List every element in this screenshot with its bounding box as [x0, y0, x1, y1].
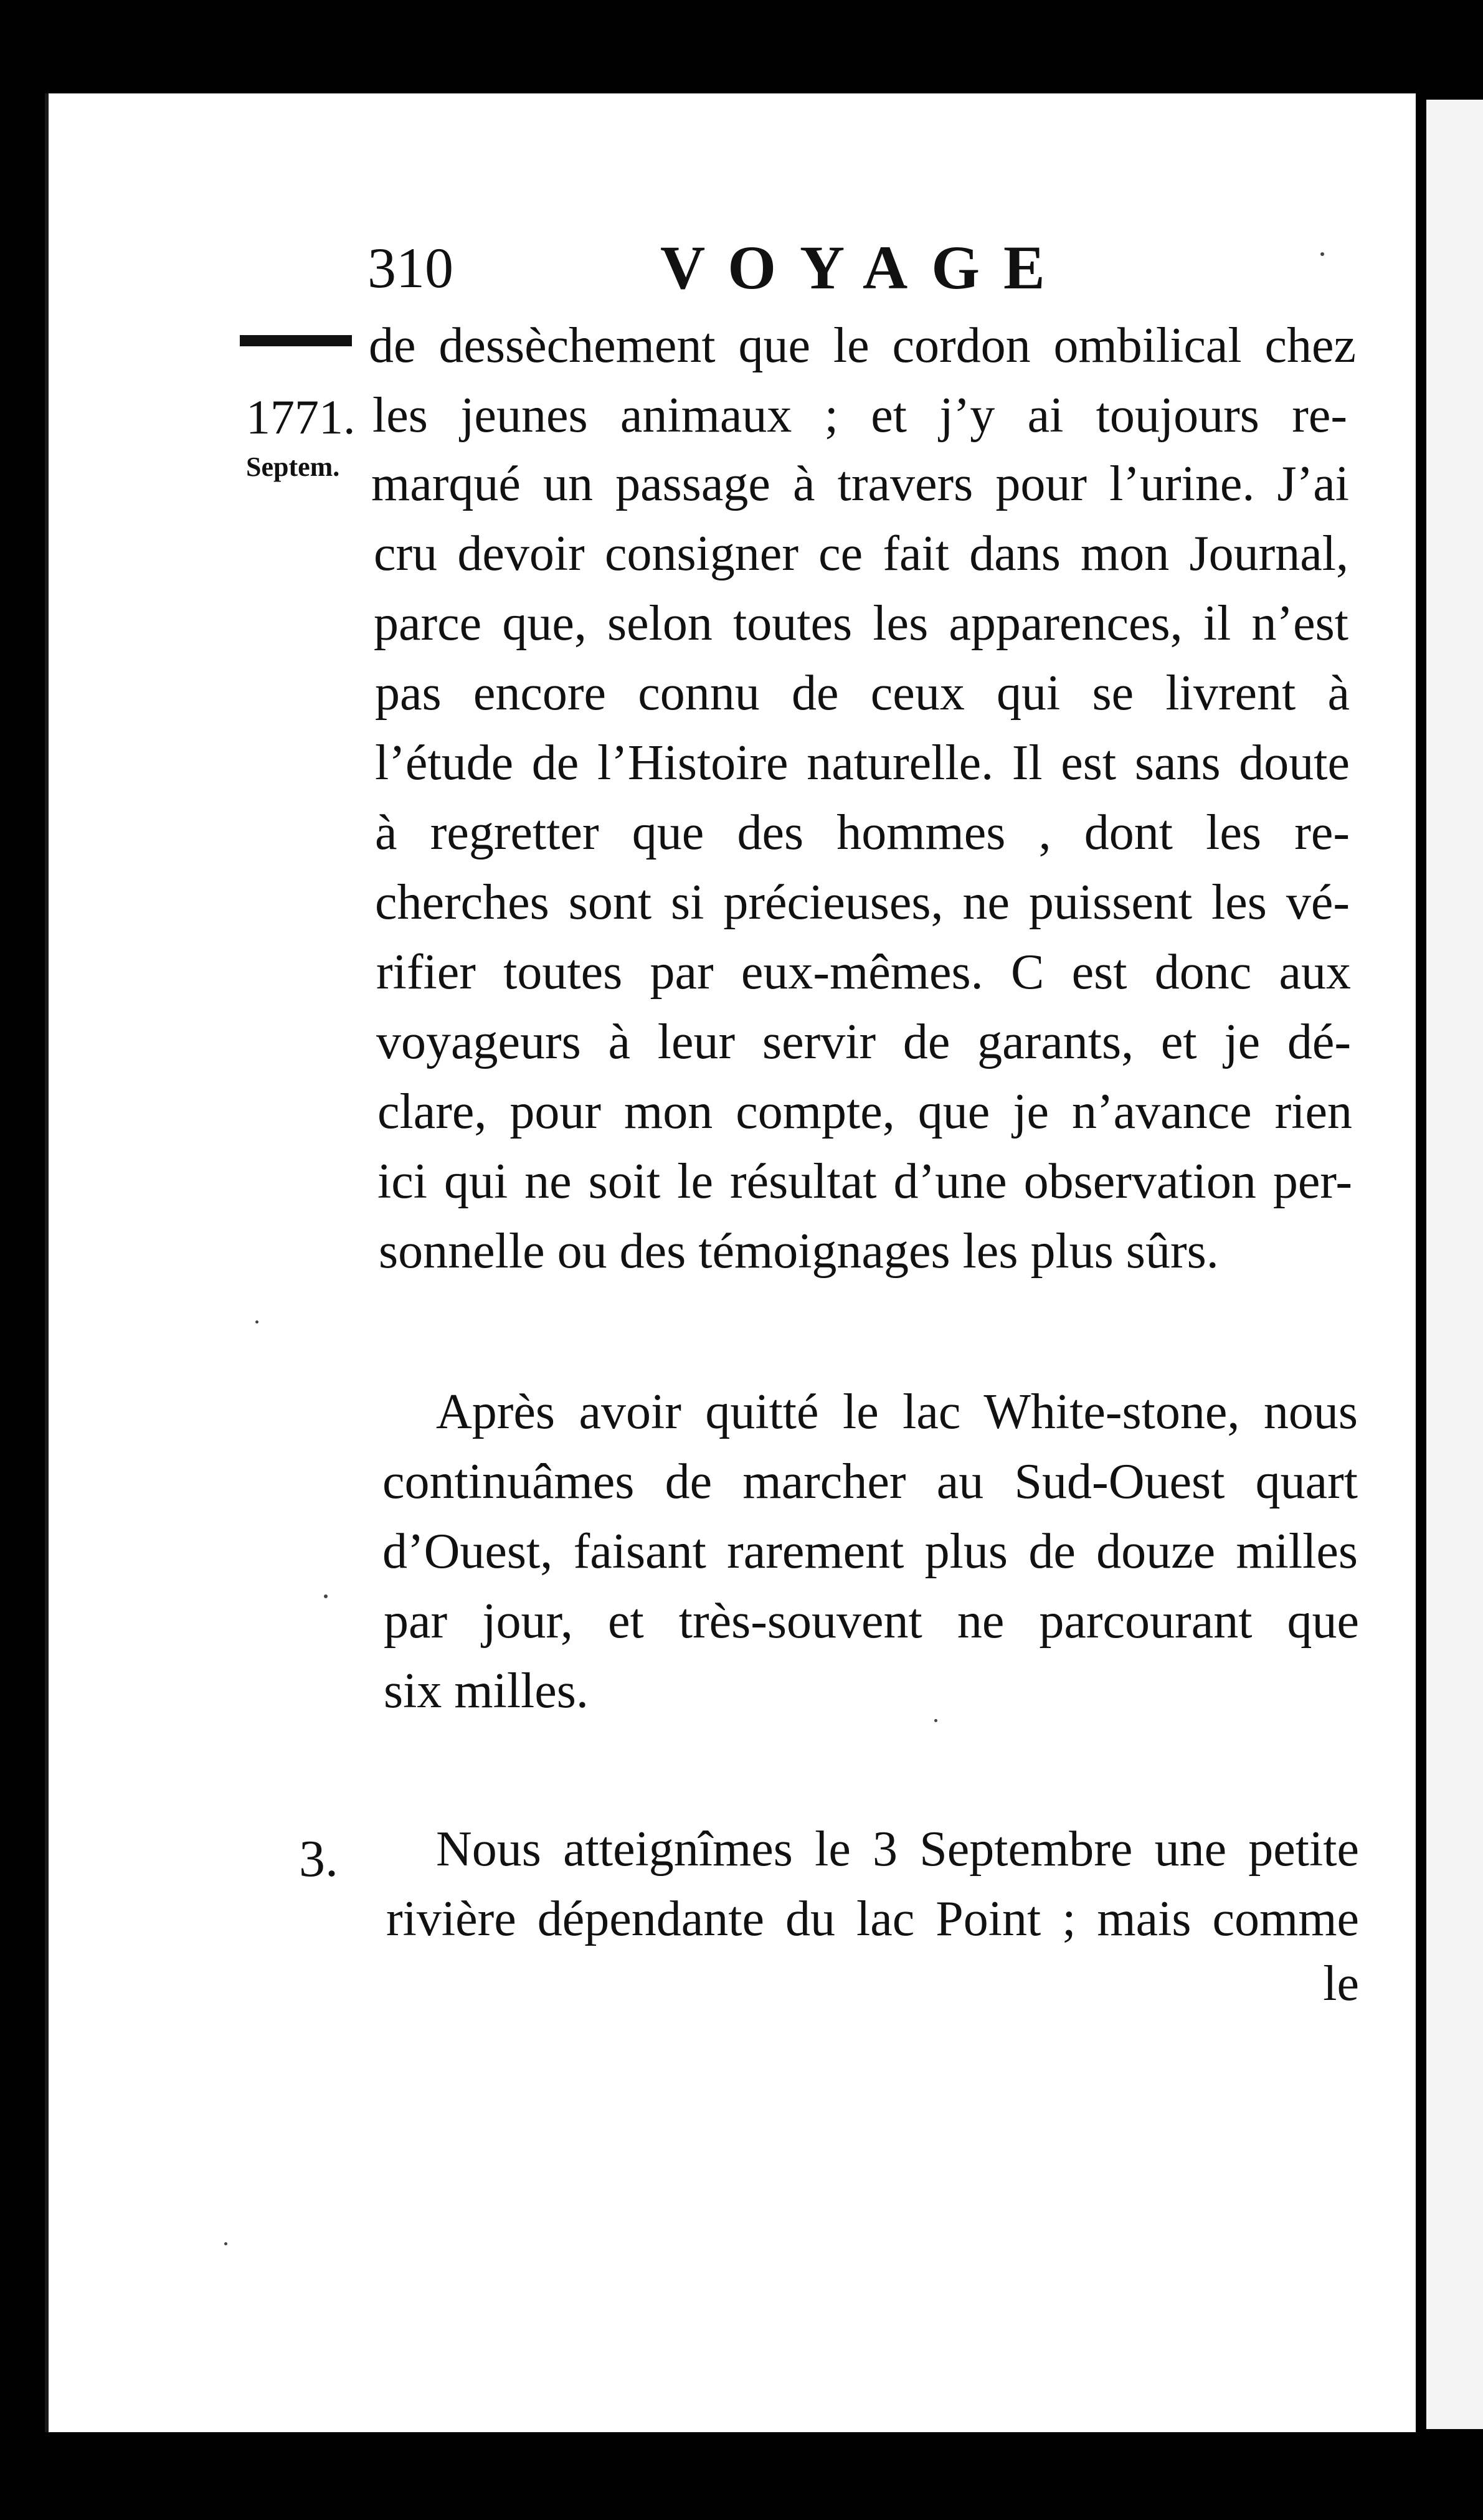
text-line: pas encore connu de ceux qui se livrent à [375, 666, 1350, 721]
running-title: VOYAGE [660, 233, 1069, 302]
text-line: six milles. [384, 1664, 589, 1718]
catchword: le [1323, 1956, 1359, 2011]
ink-speck [934, 1719, 937, 1722]
text-line: cru devoir consigner ce fait dans mon Journal, [374, 526, 1348, 581]
ink-speck [224, 2242, 227, 2245]
text-line: de dessèchement que le cordon ombilical chez [369, 318, 1356, 373]
adjacent-page-edge [1426, 100, 1483, 2429]
text-line: Nous atteignîmes le 3 Septembre une petite [436, 1822, 1359, 1877]
text-line: l’étude de l’Histoire naturelle. Il est sans doute [375, 736, 1350, 790]
text-line: continuâmes de marcher au Sud-Ouest quart [382, 1454, 1358, 1509]
text-line: voyageurs à leur servir de garants, et je dé- [376, 1015, 1351, 1069]
text-line: sonnelle ou des témoignages les plus sûrs. [379, 1224, 1219, 1279]
text-line: rifier toutes par eux-mêmes. C est donc aux [376, 945, 1351, 1000]
page-number: 310 [367, 236, 453, 300]
margin-rule [240, 335, 352, 346]
page-header [367, 234, 1071, 302]
ink-speck [324, 1594, 328, 1598]
text-line: marqué un passage à travers pour l’urine. J’ai [371, 457, 1349, 511]
text-line: d’Ouest, faisant rarement plus de douze milles [382, 1524, 1358, 1579]
margin-year: 1771. [246, 390, 356, 444]
margin-month: Septem. [246, 452, 340, 482]
ink-speck [1320, 252, 1324, 256]
text-line: cherches sont si précieuses, ne puissent les vé- [375, 875, 1350, 930]
text-line: ici qui ne soit le résultat d’une observation per- [377, 1154, 1352, 1209]
text-line: à regretter que des hommes , dont les re- [375, 805, 1350, 860]
ink-speck [255, 1320, 258, 1324]
text-line: Après avoir quitté le lac White-stone, nous [436, 1385, 1358, 1439]
text-line: clare, pour mon compte, que je n’avance rien [377, 1084, 1352, 1139]
text-line: les jeunes animaux ; et j’y ai toujours re- [372, 388, 1347, 443]
margin-day: 3. [299, 1830, 338, 1888]
text-line: parce que, selon toutes les apparences, il n’est [374, 596, 1348, 651]
text-line: rivière dépendante du lac Point ; mais comme [386, 1892, 1359, 1946]
text-line: par jour, et très-souvent ne parcourant que [384, 1594, 1359, 1649]
